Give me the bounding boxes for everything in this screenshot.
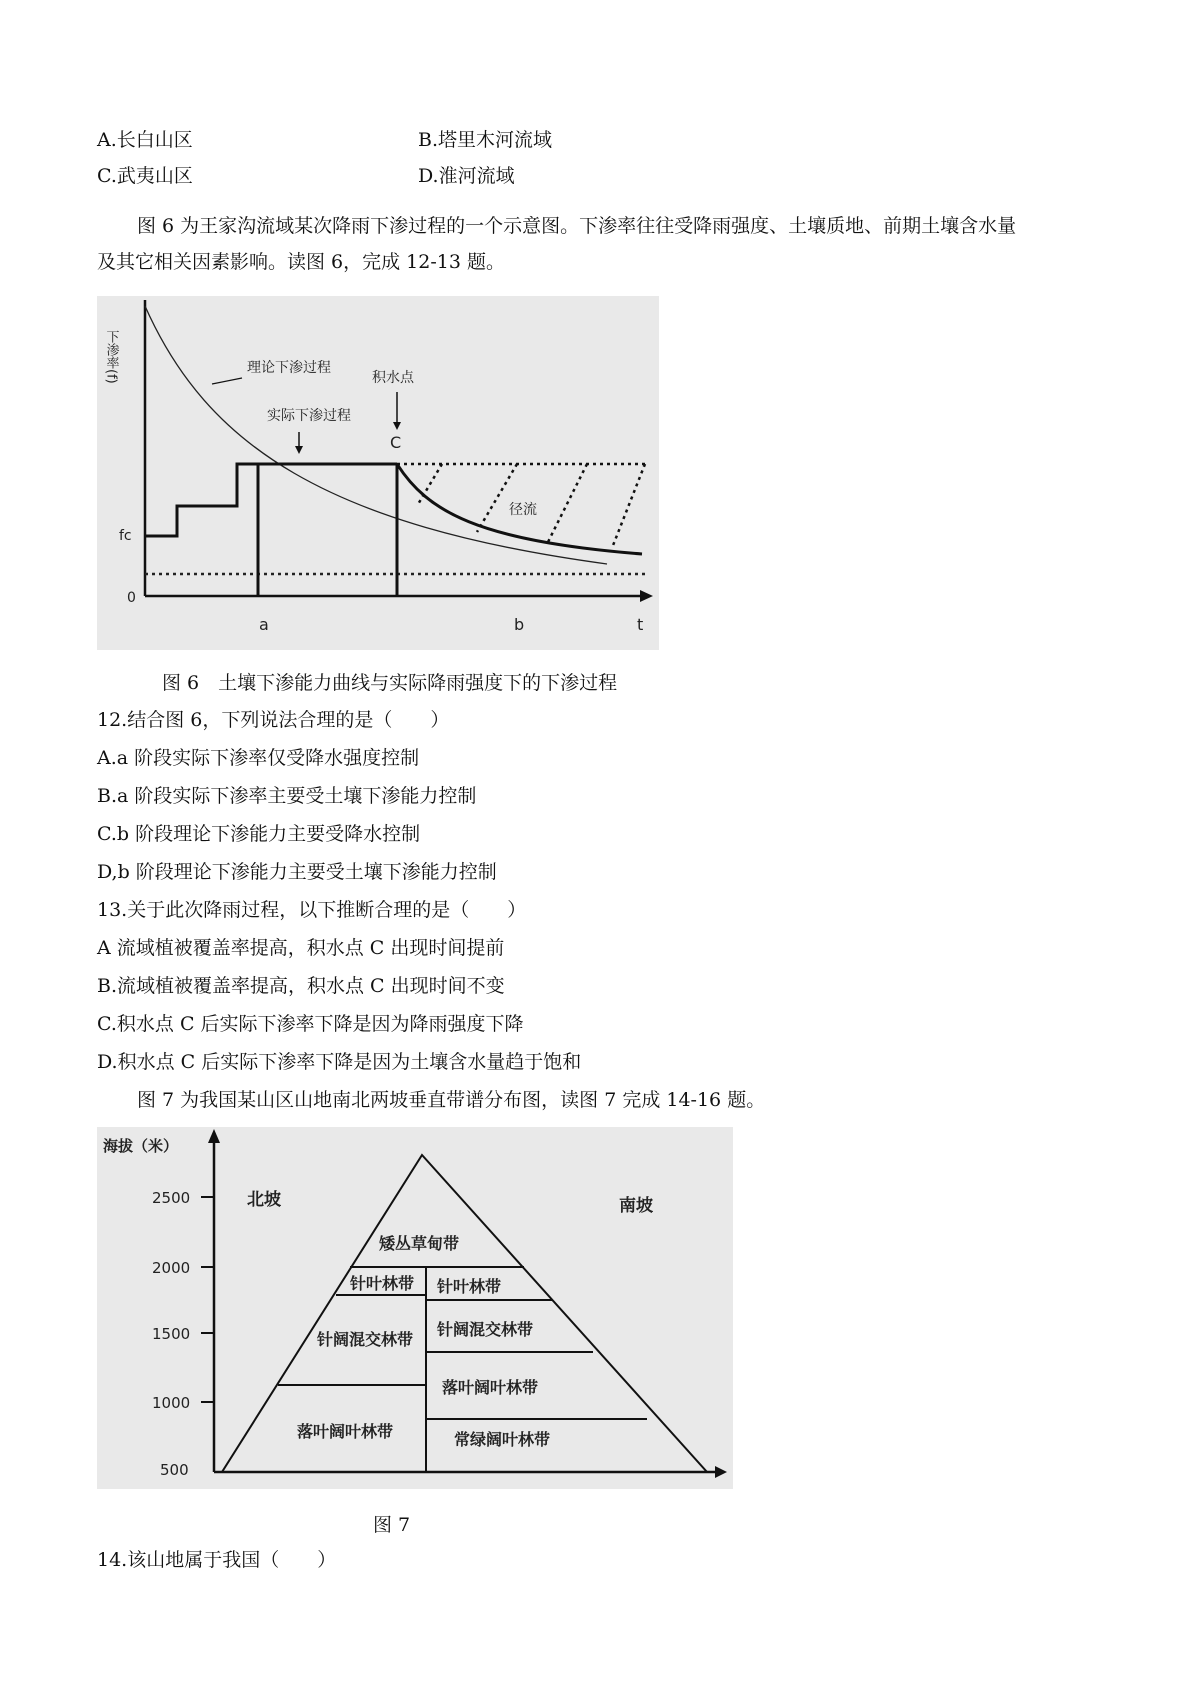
tick-1000: 1000	[152, 1394, 191, 1412]
north-zone-1: 针叶林带	[350, 1274, 415, 1293]
north-slope-label: 北坡	[247, 1190, 281, 1210]
y-axis-label: 下渗率(f)	[103, 330, 119, 384]
q11-option-d: D.淮河流域	[418, 165, 515, 187]
intro6-line1: 图 6 为王家沟流域某次降雨下渗过程的一个示意图。下渗率往往受降雨强度、土壤质地、前期土壤含水量	[137, 215, 1017, 237]
q13-stem: 13.关于此次降雨过程，以下推断合理的是（ ）	[97, 899, 527, 921]
origin-label: 0	[127, 590, 136, 606]
x-axis-arrow-icon	[640, 590, 653, 602]
x-axis-arrow-icon	[715, 1466, 727, 1478]
runoff-label: 径流	[509, 502, 537, 518]
arrow-down-icon	[295, 446, 303, 454]
q11-option-c: C.武夷山区	[97, 165, 193, 187]
q12-option-a: A.a 阶段实际下渗率仅受降水强度控制	[97, 747, 420, 769]
q13-option-d: D.积水点 C 后实际下渗率下降是因为土壤含水量趋于饱和	[97, 1051, 582, 1073]
north-zone-2: 针阔混交林带	[317, 1330, 414, 1349]
q12-option-b: B.a 阶段实际下渗率主要受土壤下渗能力控制	[97, 785, 477, 807]
q13-option-a: A 流域植被覆盖率提高，积水点 C 出现时间提前	[97, 937, 505, 959]
q12-option-c: C.b 阶段理论下渗能力主要受降水控制	[97, 823, 421, 845]
figure6	[97, 296, 659, 650]
y-axis-label: 海拔（米）	[103, 1137, 179, 1155]
q13-option-c: C.积水点 C 后实际下渗率下降是因为降雨强度下降	[97, 1013, 524, 1035]
tick-500: 500	[160, 1461, 189, 1479]
arrow-down-icon	[393, 422, 401, 430]
south-slope-label: 南坡	[619, 1196, 653, 1216]
south-zone-3: 落叶阔叶林带	[442, 1378, 539, 1397]
time-axis-label: t	[637, 615, 644, 634]
intro6-line2: 及其它相关因素影响。读图 6，完成 12-13 题。	[97, 251, 505, 273]
stage-b-label: b	[514, 615, 525, 634]
actual-label: 实际下渗过程	[267, 408, 351, 424]
figure7-caption: 图 7	[373, 1514, 411, 1536]
north-zone-3: 落叶阔叶林带	[297, 1422, 394, 1441]
tick-1500: 1500	[152, 1325, 191, 1343]
theory-infiltration-curve	[145, 306, 607, 564]
fc-label: fc	[119, 528, 132, 544]
theory-label: 理论下渗过程	[247, 360, 331, 376]
ponding-label: 积水点	[372, 370, 414, 386]
figure6-caption: 图 6 土壤下渗能力曲线与实际降雨强度下的下渗过程	[162, 672, 618, 694]
actual-infiltration-steps	[145, 464, 397, 536]
y-axis-arrow-icon	[208, 1129, 220, 1143]
q11-option-b: B.塔里木河流域	[418, 129, 553, 151]
south-zone-1: 针叶林带	[437, 1277, 502, 1296]
figure7	[97, 1127, 733, 1489]
q13-option-b: B.流域植被覆盖率提高，积水点 C 出现时间不变	[97, 975, 505, 997]
q11-option-a: A.长白山区	[97, 129, 193, 151]
tick-2000: 2000	[152, 1259, 191, 1277]
tick-2500: 2500	[152, 1189, 191, 1207]
q12-option-d: D,b 阶段理论下渗能力主要受土壤下渗能力控制	[97, 861, 497, 883]
q14-stem: 14.该山地属于我国（ ）	[97, 1549, 337, 1571]
point-c-label: C	[390, 433, 402, 452]
label-leader-line	[212, 378, 242, 384]
south-zone-4: 常绿阔叶林带	[454, 1430, 551, 1449]
stage-a-label: a	[259, 615, 269, 634]
top-zone-label: 矮丛草甸带	[379, 1234, 460, 1253]
south-zone-2: 针阔混交林带	[437, 1320, 534, 1339]
q12-stem: 12.结合图 6，下列说法合理的是（ ）	[97, 709, 450, 731]
intro7: 图 7 为我国某山区山地南北两坡垂直带谱分布图，读图 7 完成 14-16 题。	[137, 1089, 766, 1111]
